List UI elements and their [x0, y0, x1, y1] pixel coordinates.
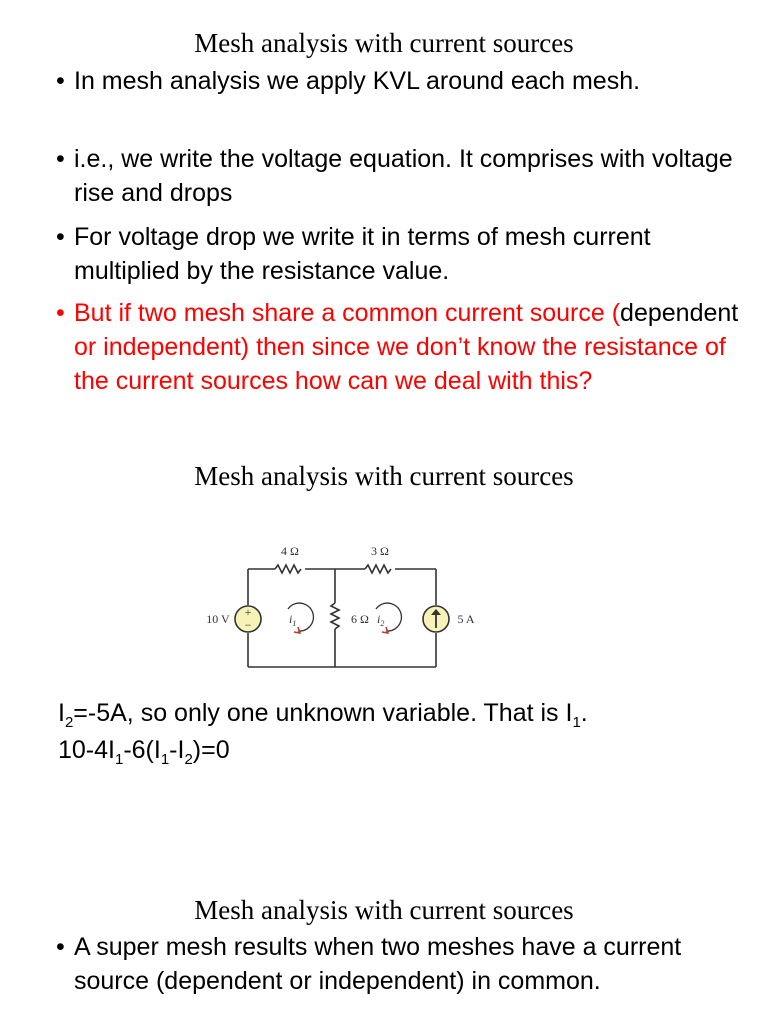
slide1-title: Mesh analysis with current sources [194, 28, 574, 58]
slide1-bullet-2 [56, 142, 746, 210]
label-5a: 5 A [457, 612, 475, 626]
label-3ohm: 3 Ω [371, 544, 389, 558]
bullet-text: A super mesh results when two meshes have a current source (dependent or independent) in common. [74, 933, 682, 995]
slide1-bullet-4-red [56, 296, 746, 398]
svg-text:i2: $i_2$ [377, 612, 385, 628]
bullet-dot: • [56, 145, 65, 173]
resistor-3ohm [365, 565, 391, 573]
equation-line-1: $I_2=-5A$, so only one unknown variable. That is $I_1$. [58, 699, 588, 731]
bullet-text: In mesh analysis we apply KVL around each mesh. [74, 67, 641, 95]
svg-text:i1: $i_1$ [289, 612, 297, 628]
resistor-4ohm [275, 565, 301, 573]
slide1-bullet-1 [56, 64, 746, 98]
slide2-title: Mesh analysis with current sources [194, 461, 574, 491]
svg-text:+: + [244, 605, 252, 619]
slide1-bullet-3 [56, 220, 746, 288]
equation-line-2: $10-4I_1-6(I_1-I_2)=0$ [58, 736, 230, 768]
bullet-text-black: dependent [620, 299, 739, 327]
bullet-text: For voltage drop we write it in terms of mesh current multiplied by the resistance value. [74, 223, 651, 285]
label-4ohm: 4 Ω [281, 544, 299, 558]
bullet-dot: • [56, 67, 65, 95]
circuit-diagram [190, 535, 490, 675]
bullet-text: i.e., we write the voltage equation. It comprises with voltage rise and drops [74, 145, 733, 207]
bullet-text-red-a: But if two mesh share a common current source ( [74, 299, 621, 327]
label-i1: i [289, 612, 293, 626]
bullet-text-red-b: or independent) then since we don’t know the resistance of the current sources how can we deal with this? [74, 333, 726, 395]
label-i2: i [377, 612, 381, 626]
bullet-dot: • [56, 299, 65, 327]
label-10v: 10 V [206, 612, 230, 626]
svg-text:−: − [244, 618, 252, 632]
bullet-dot: • [56, 223, 65, 251]
resistor-6ohm [331, 603, 339, 629]
slide3-title: Mesh analysis with current sources [194, 895, 574, 925]
bullet-dot: • [56, 933, 65, 961]
label-6ohm: 6 Ω [351, 612, 369, 626]
slide3-bullet-1 [56, 930, 746, 998]
